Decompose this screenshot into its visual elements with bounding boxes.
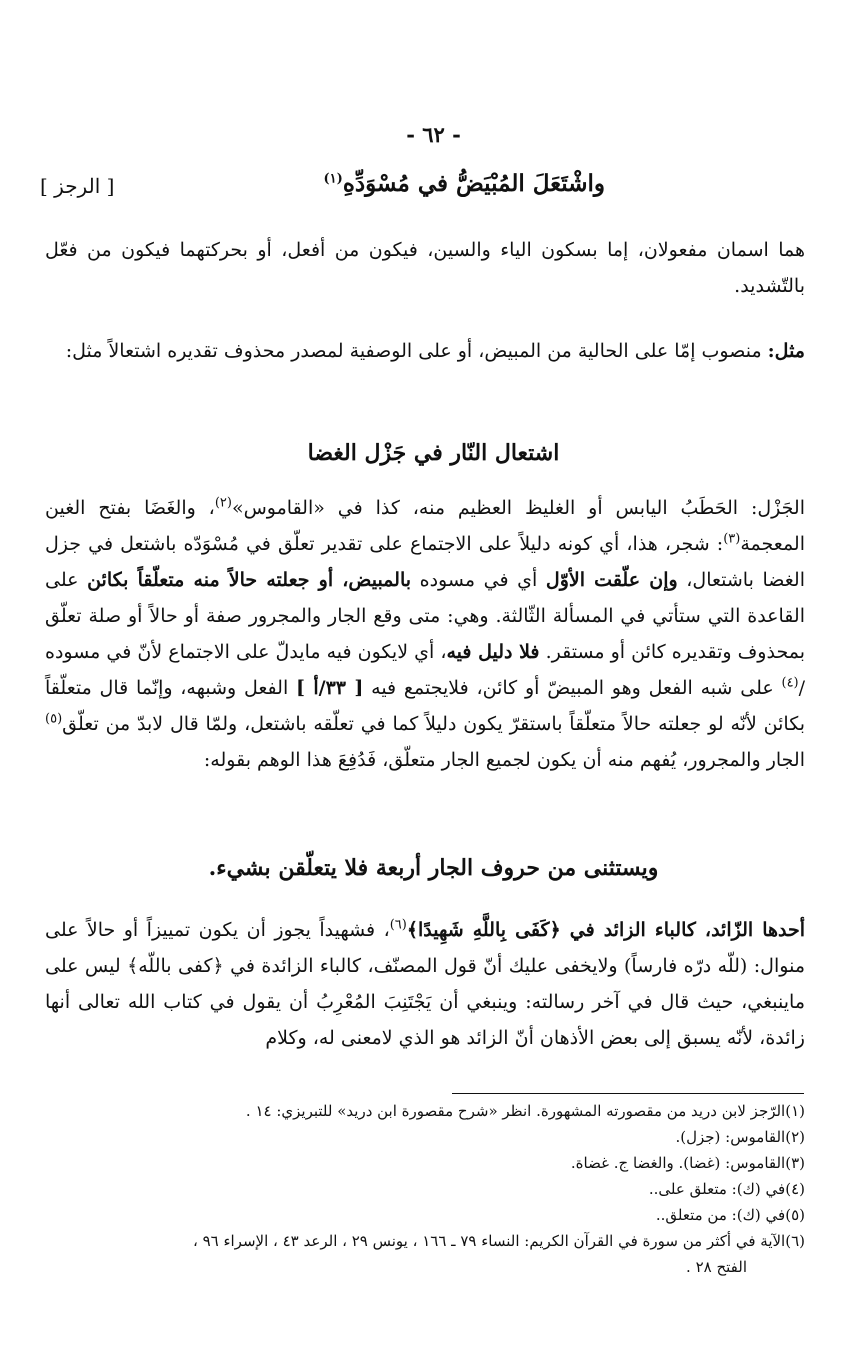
text-run: أي في مسوده: [411, 569, 546, 591]
matn-quote: بالمبيض، أو جعلته حالاً منه متعلّقاً بكائن: [87, 569, 412, 591]
text-run: الجار والمجرور، يُفهم منه أن يكون لجميع الجار متعلّق، فَدُفِعَ هذا الوهم بقوله:: [203, 749, 805, 771]
footnote-ref-5: (٥): [45, 711, 63, 727]
footnote-ref-6: (٦): [389, 917, 407, 933]
footnote-4: (٤)في (ك): متعلق على..: [648, 1180, 805, 1198]
paragraph-2-label: مثل:: [767, 340, 805, 362]
verse-text: [324, 170, 605, 197]
quoted-hemistich-heading: اشتعال النّار في جَزْل الغضا: [307, 440, 560, 466]
verse-hemistich: واشْتَعَلَ المُبْيَضُّ في مُسْوَدِّهِ: [342, 170, 605, 197]
footnote-ref-4: (٤): [781, 675, 799, 691]
text-run: الفعل وشبهه، وإنّما قال متعلّقاً بكائن لأنّه لو جعلته حالاً متعلّقاً باستقرّ يكون دليلاً كما في تعلّقه باشتعل، ولمّا قال لابدّ من تعلّق: [45, 677, 805, 735]
matn-quote: أحدها الزّائد، كالباء الزائد في ﴿كَفَى بِاللَّهِ شَهِيدًا﴾: [406, 919, 805, 941]
text-run: الجَزْل: الحَطَبُ اليابس أو الغليظ العظيم منه، كذا في «القاموس»: [231, 497, 805, 519]
footnote-6: (٦)الآية في أكثر من سورة في القرآن الكريم: النساء ٧٩ ـ ١٦٦ ، يونس ٢٩ ، الرعد ٤٣ ، الإسراء ٩٦ ،: [192, 1232, 805, 1250]
verse-line: [40, 170, 805, 210]
poetic-meter-label: [ الرجز ]: [40, 174, 115, 198]
footnote-5: (٥)في (ك): من متعلق..: [655, 1206, 805, 1224]
footnote-1: (١)الرّجز لابن دريد من مقصورته المشهورة. انظر «شرح مقصورة ابن دريد» للتبريزي: ١٤ .: [245, 1102, 805, 1120]
paragraph-commentary: [45, 490, 805, 778]
paragraph-2-text: منصوب إمّا على الحالية من المبيض، أو على الوصفية لمصدر محذوف تقديره اشتعالاً مثل:: [65, 340, 768, 362]
text-run: : شجر، هذا، أي كونه دليلاً على الاجتماع على تقدير تعلّق في مُسْوَدّه باشتعل في جزل الغضا باشتعال،: [45, 533, 805, 591]
paragraph-additional-particle: [45, 912, 805, 1056]
paragraph-1: هما اسمان مفعولان، إما بسكون الياء والسين، فيكون من أفعل، أو بحركتهما فيكون من فعّل بالتّشديد.: [45, 239, 805, 297]
text-run: ، فشهيداً يجوز أن يكون تمييزاً أو حالاً على منوال: (للّه درّه فارساً) ولايخفى عليك أنّ قول المصنّف، كالباء الزائدة في ﴿كفى باللّه﴾ ليس على ماينبغي، حيث قال في آخر رسالته: وينبغي أن يَجْتَنِبَ المُعْرِبُ أن يقول في كتاب الله تعالى أنها زائدة، لأنّه يسبق إلى بعض الأذهان أنّ الزائد هو الذي لامعنى له، وكلام: [45, 919, 805, 1049]
footnote-ref-2: (٢): [214, 495, 232, 511]
footnote-2: (٢)القاموس: (جزل).: [675, 1128, 805, 1146]
text-run: ، والغَضَا بفتح الغين المعجمة: [45, 497, 805, 555]
section-heading: ويستثنى من حروف الجار أربعة فلا يتعلّقن بشيء.: [208, 855, 659, 881]
manuscript-folio-marker: [ ٣٣/أ ]: [296, 677, 364, 699]
page-number: - ٦٢ -: [406, 122, 461, 147]
matn-quote: وإن علّقت الأوّل: [545, 569, 678, 591]
text-run: على القاعدة التي ستأتي في المسألة الثّالثة. وهي: متى وقع الجار والمجرور صفة أو حالاً أو صلة تعلّق بمحذوف وتقديره كائن أو مستقر.: [45, 569, 805, 663]
footnotes: [90, 1098, 805, 1280]
footnote-ref-3: (٣): [723, 531, 741, 547]
footnote-separator: [452, 1093, 804, 1094]
footnote-6-continued: الفتح ٢٨ .: [686, 1258, 747, 1276]
text-run: ، أي لايكون فيه مايدلّ على الاجتماع لأنّ في مسوده /: [45, 641, 806, 699]
paragraph-2: [45, 333, 805, 369]
matn-quote: فلا دليل فيه: [446, 641, 540, 663]
text-run: على شبه الفعل وهو المبيضّ أو كائن، فلايجتمع فيه: [363, 677, 782, 699]
footnote-3: (٣)القاموس: (غضا). والغضا ج. غضاة.: [570, 1154, 805, 1172]
footnote-ref-1: (١): [323, 171, 343, 187]
